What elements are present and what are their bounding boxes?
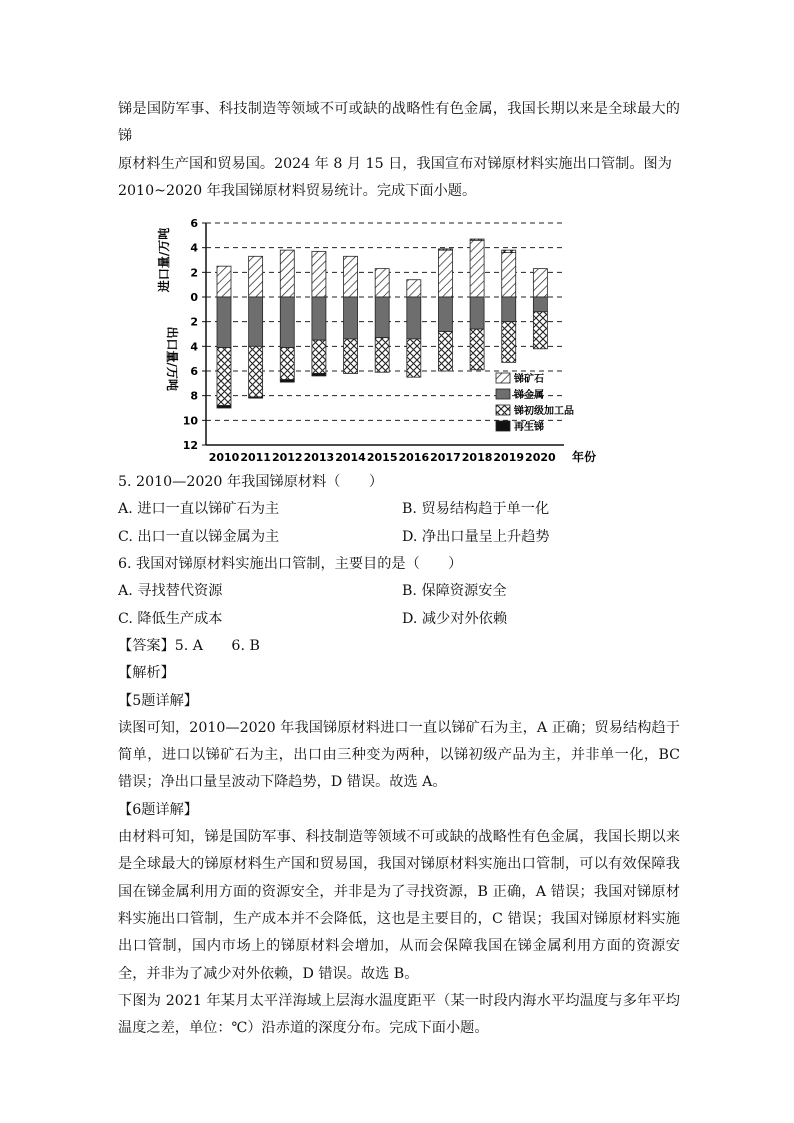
x-tick-label: 2014 <box>335 451 366 464</box>
bar-import-锑矿石 <box>407 280 421 297</box>
x-tick-label: 2019 <box>493 451 525 464</box>
legend-swatch <box>496 405 510 415</box>
bar-export-锑金属 <box>533 297 547 312</box>
legend-swatch <box>496 421 510 431</box>
y-tick-label: 2 <box>190 315 198 329</box>
intro-line-1: 锑是国防军事、科技制造等领域不可或缺的战略性有色金属，我国长期以来是全球最大的锑 <box>118 101 680 145</box>
bar-export-再生锑 <box>217 406 231 408</box>
q5-option-b[interactable]: B. 贸易结构趋于单一化 <box>402 501 550 518</box>
x-tick-label: 2012 <box>271 451 303 464</box>
bar-export-锑初级加工品 <box>249 347 263 398</box>
bar-import-锑矿石 <box>533 269 547 297</box>
x-axis-label: 年份 <box>572 450 597 464</box>
y-tick-label: 6 <box>190 365 198 379</box>
analysis-label: 【解析】 <box>118 665 175 682</box>
y-axis-label-import: 进口量/万吨 <box>157 227 171 293</box>
bar-export-锑初级加工品 <box>217 348 231 406</box>
bar-export-锑金属 <box>407 297 421 339</box>
legend-label: 锑初级加工品 <box>514 406 574 418</box>
bar-export-锑初级加工品 <box>344 339 358 374</box>
bar-import-锑矿石 <box>312 252 326 298</box>
legend-label: 锑金属 <box>514 390 544 402</box>
bar-export-锑金属 <box>280 297 294 348</box>
bar-export-锑初级加工品 <box>533 312 547 349</box>
bar-export-锑初级加工品 <box>502 322 516 363</box>
bar-export-锑初级加工品 <box>375 338 389 373</box>
legend-swatch <box>496 389 510 399</box>
bar-export-再生锑 <box>312 374 326 376</box>
intro-line-2: 原材料生产国和贸易国。2024 年 8 月 15 日，我国宣布对锑原材料实施出口管制。图为 <box>118 155 672 172</box>
bar-import-锑矿石 <box>438 250 452 297</box>
y-tick-label: 2 <box>190 266 198 280</box>
bar-import-锑初级加工品 <box>502 250 516 252</box>
x-tick-label: 2010 <box>208 451 240 464</box>
bar-export-锑金属 <box>344 297 358 339</box>
q5-options-row-1 <box>118 496 680 523</box>
bar-import-锑矿石 <box>217 266 231 297</box>
q5-detail-label: 【5题详解】 <box>118 692 198 709</box>
trade-chart-svg <box>144 213 644 463</box>
bar-import-锑矿石 <box>249 256 263 297</box>
q5-detail: 读图可知，2010—2020 年我国锑原材料进口一直以锑矿石为主，A 正确；贸易结构趋于简单，进口以锑矿石为主，出口由三种变为两种，以锑初级产品为主，并非单一化，BC 错误；净出口量呈波动下降趋势，D 错误。故选 A。 <box>118 719 680 791</box>
bar-export-锑金属 <box>470 297 484 329</box>
bar-export-锑初级加工品 <box>407 339 421 377</box>
bar-import-锑矿石 <box>344 256 358 297</box>
q5-stem: 5. 2010—2020 年我国锑原材料（ ） <box>118 474 384 491</box>
trade-chart <box>144 213 644 463</box>
bar-import-锑初级加工品 <box>470 239 484 240</box>
bar-export-再生锑 <box>249 397 263 398</box>
q6-option-b[interactable]: B. 保障资源安全 <box>402 583 507 600</box>
bar-export-锑金属 <box>502 297 516 322</box>
x-tick-label: 2011 <box>240 451 271 464</box>
bar-import-锑矿石 <box>502 253 516 297</box>
bar-export-锑金属 <box>438 297 452 332</box>
bar-import-锑矿石 <box>280 250 294 297</box>
bar-import-锑矿石 <box>470 240 484 297</box>
bar-import-锑矿石 <box>375 269 389 297</box>
legend-label: 锑矿石 <box>514 374 544 386</box>
q6-option-a[interactable]: A. 寻找替代资源 <box>118 583 223 600</box>
bar-export-再生锑 <box>280 380 294 382</box>
legend-swatch <box>496 373 510 383</box>
y-tick-label: 6 <box>190 217 198 231</box>
q5-option-a[interactable]: A. 进口一直以锑矿石为主 <box>118 501 280 518</box>
next-intro: 下图为 2021 年某月太平洋海域上层海水温度距平（某一时段内海水平均温度与多年平均温度之差，单位：℃）沿赤道的深度分布。完成下面小题。 <box>118 992 680 1037</box>
x-tick-label: 2017 <box>430 451 461 464</box>
q5-options-row-2 <box>118 524 680 551</box>
y-tick-label: 4 <box>190 241 198 255</box>
y-tick-label: 0 <box>190 291 198 305</box>
y-tick-label: 8 <box>190 389 198 403</box>
document-page <box>118 96 680 1042</box>
answer-line: 【答案】5. A 6. B <box>118 637 260 654</box>
legend-label: 再生锑 <box>514 422 544 434</box>
bar-import-锑初级加工品 <box>438 249 452 250</box>
q6-option-c[interactable]: C. 降低生产成本 <box>118 610 223 627</box>
x-tick-label: 2016 <box>398 451 430 464</box>
q5-option-c[interactable]: C. 出口一直以锑金属为主 <box>118 528 280 545</box>
x-tick-label: 2020 <box>525 451 556 464</box>
bar-export-锑金属 <box>217 297 231 348</box>
q6-detail-label: 【6题详解】 <box>118 801 198 818</box>
q6-options-row-2 <box>118 606 680 633</box>
q6-stem: 6. 我国对锑原材料实施出口管制，主要目的是（ ） <box>118 556 463 573</box>
q6-option-d[interactable]: D. 减少对外依赖 <box>402 610 508 627</box>
y-tick-label: 10 <box>182 414 198 428</box>
x-tick-label: 2013 <box>303 451 335 464</box>
q6-detail: 由材料可知，锑是国防军事、科技制造等领域不可或缺的战略性有色金属，我国长期以来是全球最大的锑原材料生产国和贸易国，我国对锑原材料实施出口管制，可以有效保障我国在锑金属利用方面的资源安全，并非是为了寻找资源，B 正确，A 错误；我国对锑原材料实施出口管制，生产成本并不会降低，这也是主要目的，C 错误；我国对锑原材料实施出口管制，国内市场上的锑原材料会增加，从而会保障我国在锑金属利用方面的资源安全，并非为了减少对外依赖，D 错误。故选 B。 <box>118 829 680 982</box>
q6-options-row-1 <box>118 578 680 605</box>
y-tick-label: 12 <box>182 439 198 453</box>
q5-option-d[interactable]: D. 净出口量呈上升趋势 <box>402 528 550 545</box>
intro-line-3: 2010~2020 年我国锑原材料贸易统计。完成下面小题。 <box>118 182 477 199</box>
bar-export-锑金属 <box>375 297 389 338</box>
bar-export-锑初级加工品 <box>470 329 484 370</box>
x-tick-label: 2018 <box>461 451 493 464</box>
bar-export-锑初级加工品 <box>280 348 294 380</box>
bar-export-锑金属 <box>312 297 326 340</box>
x-tick-label: 2015 <box>366 451 398 464</box>
bar-export-锑初级加工品 <box>312 340 326 373</box>
bar-export-锑金属 <box>249 297 263 346</box>
bar-export-锑初级加工品 <box>438 332 452 371</box>
y-axis-label-export: 出口量/万吨 <box>165 326 179 392</box>
y-tick-label: 4 <box>190 340 198 354</box>
